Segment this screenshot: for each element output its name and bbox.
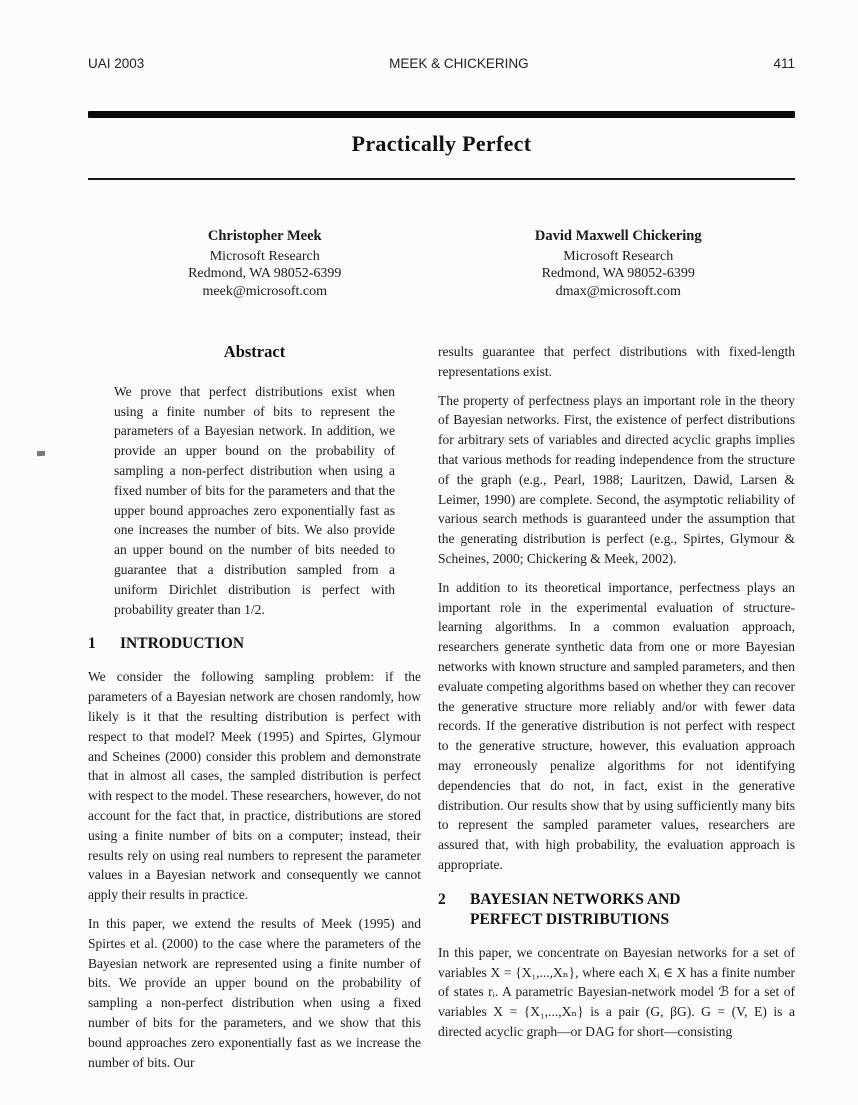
abstract-text: We prove that perfect distributions exist when using a finite number of bits to represent the parameters of a Bayesian network. In addition, we provide an upper bound on the probability of sampling a non-perfect distribution when using a fixed number of bits for the parameters and that the upper bound approaches zero exponentially fast as one increases the number of bits. We also provide an upper bound on the number of bits needed to guarantee that a distribution sampled from a uniform Dirichlet distribution is perfect with probability greater than 1/2. (114, 383, 395, 617)
author-block-row (88, 228, 795, 300)
section-2-number: 2 (438, 890, 446, 908)
section-2-title: BAYESIAN NETWORKS AND PERFECT DISTRIBUTIONS (470, 890, 681, 928)
header-conference: UAI 2003 (88, 56, 145, 71)
perfectness-paragraph: The property of perfectness plays an important role in the theory of Bayesian networks. First, the existence of perfect distributions for arbitrary sets of variables and directed acyclic graphs implies that various methods for reading independence from the structure of the graph (e.g., Pearl, 1988; Lauritzen, Dawid, Larsen & Leimer, 1990) are complete. Second, the asymptotic reliability of various search methods is guaranteed under the assumption that the generating distribution is perfect (e.g., Spirtes, Glymour & Scheines, 2000; Chickering & Meek, 2002). (438, 392, 795, 566)
right-column (438, 342, 795, 1081)
title-rule-thin (88, 178, 795, 180)
author-email: meek@microsoft.com (202, 283, 327, 299)
author-block-meek (88, 228, 442, 300)
scan-artifact-speck (37, 451, 45, 457)
paper-title: Practically Perfect (351, 131, 532, 156)
author-address: Redmond, WA 98052-6399 (541, 266, 695, 281)
author-name: David Maxwell Chickering (534, 228, 702, 244)
header-running-title: MEEK & CHICKERING (389, 56, 529, 71)
bn-definition-paragraph: In this paper, we concentrate on Bayesian networks for a set of variables X = {X₁,...,Xₙ}, where each Xᵢ ∈ X has a finite number of states rᵢ. A parametric Bayesian-network model ℬ for a set of variables X = {X₁,...,Xₙ} is a pair (G, βG). G = (V, E) is a directed acyclic graph—or DAG for short—consisting (438, 944, 795, 1039)
author-address: Redmond, WA 98052-6399 (188, 266, 342, 281)
title-rule-thick (88, 111, 795, 118)
section-1-title: INTRODUCTION (120, 635, 245, 653)
author-affiliation: Microsoft Research (209, 248, 320, 264)
author-affiliation: Microsoft Research (563, 248, 674, 264)
evaluation-paragraph: In addition to its theoretical importance, perfectness plays an important role in the experimental evaluation of structure-learning algorithms. In a common evaluation approach, researchers generate synthetic data from one or more Bayesian networks with known structure and sampled parameters, and then evaluate competing algorithms based on whether they can recover the generative structure more reliably and/or with fewer data records. If the generative distribution is not perfect with respect to the generative structure, however, this evaluation approach may erroneously penalize algorithms for not identifying dependencies that do not, in fact, exist in the generative distribution. Our results show that by using sufficiently many bits to represent the sampled parameter values, researchers are assured that, with high probability, the evaluation approach is appropriate. (438, 579, 795, 872)
intro-paragraph-2: In this paper, we extend the results of Meek (1995) and Spirtes et al. (2000) to the case where the parameters of the Bayesian network are represented using a finite number of bits. We provide an upper bound on the probability of sampling a non-perfect distribution when using a fixed number of bits for the parameters, and we show that this bound approaches zero exponentially fast as we increase the number of bits. Our (88, 915, 421, 1070)
continuation-paragraph: results guarantee that perfect distributions with fixed-length representations exist. (438, 344, 795, 379)
author-name: Christopher Meek (207, 228, 322, 244)
abstract-heading: Abstract (223, 342, 286, 361)
body-columns (88, 342, 795, 1081)
left-column (88, 342, 421, 1081)
section-2-heading (438, 890, 795, 930)
author-email: dmax@microsoft.com (555, 283, 681, 299)
section-1-number: 1 (88, 635, 96, 653)
section-1-heading (88, 634, 421, 654)
header-page-number: 411 (773, 56, 795, 71)
running-header (88, 56, 795, 71)
intro-paragraph-1: We consider the following sampling problem: if the parameters of a Bayesian network are chosen randomly, how likely is it that the resulting distribution is perfect with respect to that model? Meek (1995) and Spirtes, Glymour and Scheines (2000) consider this problem and demonstrate that in almost all cases, the sampled distribution is perfect with respect to the model. These researchers, however, do not account for the fact that, in practice, distributions are stored using a finite number of bits on a computer; instead, their results rely on using real numbers to represent the parameter values in a Bayesian network and consequently we cannot apply their results in practice. (88, 669, 421, 903)
author-block-chickering (442, 228, 796, 300)
